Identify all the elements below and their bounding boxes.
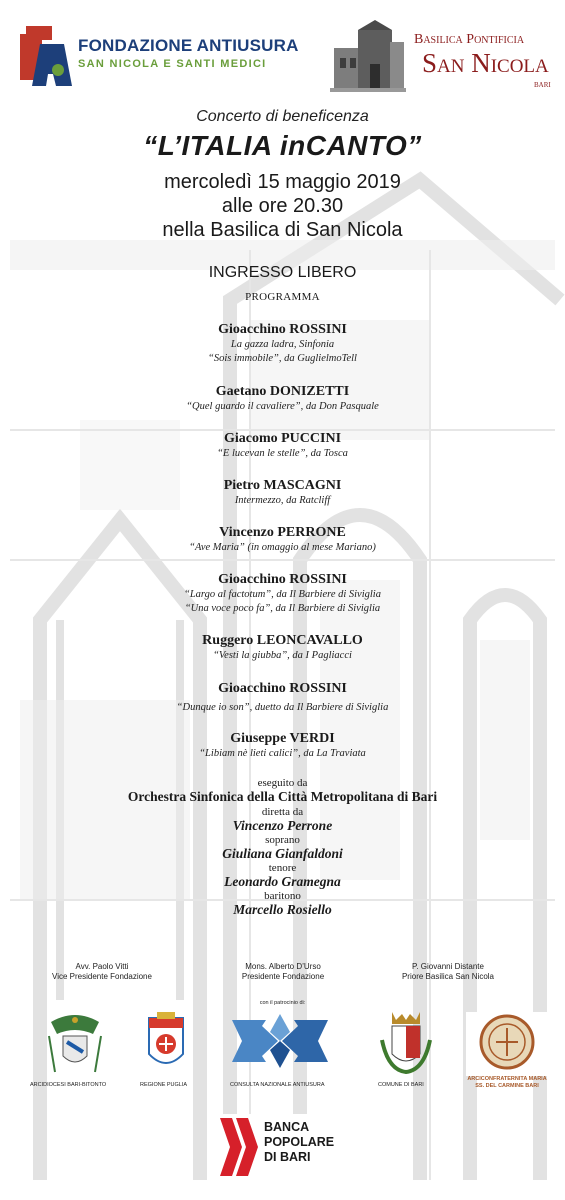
piece-title: “Libiam nè lieti calici”, da La Traviata [199, 748, 366, 759]
partner-label: ARCICONFRATERNITA MARIA SS. DEL CARMINE BARI [467, 1076, 547, 1089]
composer-name: Pietro MASCAGNI [223, 478, 342, 493]
admission: INGRESSO LIBERO [208, 264, 357, 281]
patronage-label: con il patrocinio di: [259, 1000, 306, 1006]
composer-name: Gaetano DONIZETTI [215, 384, 350, 399]
signatory-name: Avv. Paolo Vitti [75, 962, 129, 971]
piece-title: “E lucevan le stelle”, da Tosca [217, 448, 348, 459]
signatory-name: Mons. Alberto D’Urso [245, 962, 321, 971]
composer-name: Giacomo PUCCINI [223, 431, 342, 446]
fondazione-logo [20, 22, 299, 90]
event-venue: nella Basilica di San Nicola [162, 219, 403, 241]
bank-name-line3: DI BARI [264, 1150, 311, 1164]
program-heading: PROGRAMMA [245, 291, 320, 303]
orchestra-name: Orchestra Sinfonica della Città Metropolitana di Bari [127, 789, 438, 804]
piece-title: “Ave Maria” (in omaggio al mese Mariano) [189, 542, 376, 553]
performed-by-label: eseguito da [257, 777, 308, 789]
soprano-name: Giuliana Gianfaldoni [222, 846, 343, 861]
composer-name: Gioacchino ROSSINI [218, 681, 347, 696]
composer-name: Vincenzo PERRONE [219, 525, 346, 540]
fondazione-mark-icon [20, 26, 72, 86]
composer-name: Gioacchino ROSSINI [218, 572, 347, 587]
soprano-label: soprano [265, 834, 300, 846]
basilica-logo [328, 18, 558, 98]
piece-title: “Sois immobile”, da GuglielmoTell [208, 353, 357, 364]
baritone-name: Marcello Rosiello [233, 902, 332, 917]
basilica-line1: Basilica Pontificia [414, 32, 525, 47]
composer-name: Gioacchino ROSSINI [218, 322, 347, 337]
event-title: “L’ITALIA inCANTO” [143, 130, 422, 161]
piece-title: “Largo al factotum”, da Il Barbiere di Siviglia [184, 589, 381, 600]
baritone-label: baritono [264, 890, 301, 902]
basilica-line2: San Nicola [422, 48, 549, 78]
tenor-name: Leonardo Gramegna [224, 874, 341, 889]
conductor-name: Vincenzo Perrone [232, 818, 333, 833]
partner-label: REGIONE PUGLIA [140, 1082, 188, 1088]
piece-title: Intermezzo, da Ratcliff [234, 495, 331, 506]
fondazione-subtitle: SAN NICOLA E SANTI MEDICI [78, 58, 267, 70]
composer-name: Ruggero LEONCAVALLO [202, 633, 363, 648]
poster [6, 6, 559, 1194]
piece-title: “Vesti la giubba”, da I Pagliacci [213, 650, 352, 661]
signatory-role: Priore Basilica San Nicola [401, 972, 495, 981]
composer-name: Giuseppe VERDI [230, 731, 335, 746]
partner-label: COMUNE DI BARI [378, 1082, 424, 1088]
bank-name-line2: POPOLARE [264, 1135, 335, 1149]
basilica-building-icon [328, 18, 408, 93]
partner-label: CONSULTA NAZIONALE ANTIUSURA [230, 1082, 325, 1088]
event-kicker: Concerto di beneficenza [196, 108, 369, 125]
event-date: mercoledì 15 maggio 2019 [164, 171, 401, 193]
partner-label: ARCIDIOCESI BARI-BITONTO [30, 1082, 107, 1088]
piece-title: “Dunque io son”, duetto da Il Barbiere di Siviglia [176, 702, 389, 713]
piece-title: “Una voce poco fa”, da Il Barbiere di Siviglia [184, 603, 381, 614]
bank-name-line1: BANCA [264, 1120, 310, 1134]
tenor-label: tenore [268, 862, 297, 874]
signatory-name: P. Giovanni Distante [412, 962, 484, 971]
conducted-label: diretta da [261, 806, 304, 818]
piece-title: La gazza ladra, Sinfonia [230, 339, 335, 350]
basilica-line3: BARI [534, 81, 551, 89]
event-time: alle ore 20.30 [221, 195, 344, 217]
signatory-role: Presidente Fondazione [241, 972, 325, 981]
signatory-role: Vice Presidente Fondazione [52, 972, 152, 981]
piece-title: “Quel guardo il cavaliere”, da Don Pasquale [186, 401, 379, 412]
fondazione-name: FONDAZIONE ANTIUSURA [78, 36, 299, 55]
